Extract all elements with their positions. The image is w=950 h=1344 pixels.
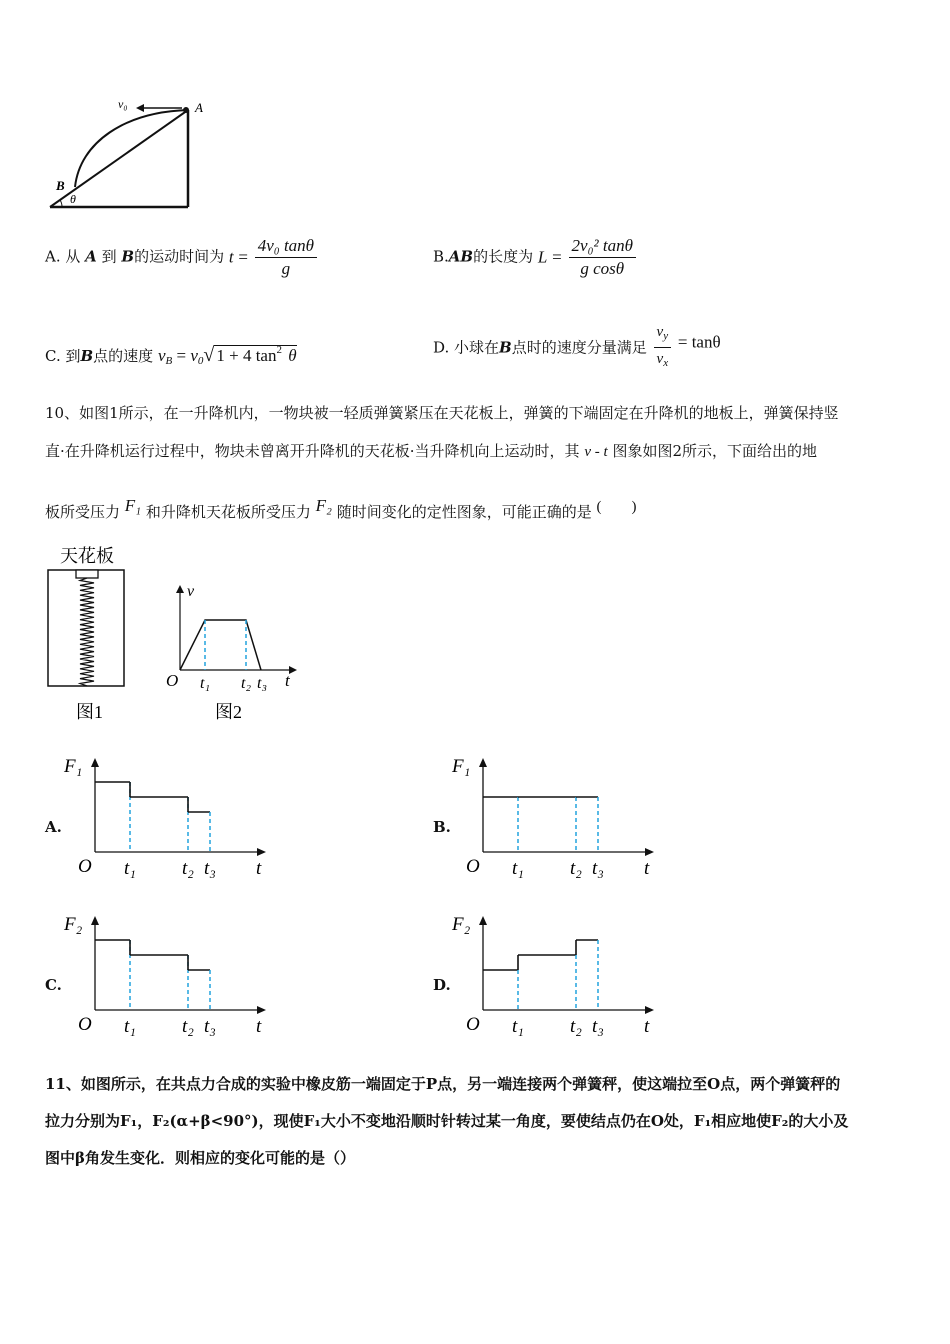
incline-figure (40, 92, 220, 217)
option-c-label: C. (45, 976, 62, 994)
option-d-point-b: B (499, 338, 512, 357)
fig2-t2-label: t₂ (241, 675, 252, 692)
x-axis-arrow (645, 848, 654, 856)
q10-f2: F₂ (315, 496, 332, 515)
option-b-suffix: 的长度为 (473, 247, 534, 266)
t2-label: t₂ (182, 858, 194, 879)
fig2-v-label: v (187, 583, 195, 600)
option-a-eq: = (238, 247, 248, 267)
q10-vt: v - t (584, 444, 608, 460)
y-axis-arrow (479, 916, 487, 925)
q10-line3-a: 板所受压力 (45, 503, 121, 521)
origin-label: O (466, 856, 480, 877)
ceiling-label: 天花板 (60, 546, 114, 566)
option-b-graph (448, 750, 678, 885)
option-b-fraction (569, 236, 636, 279)
option-a-denominator: g (281, 259, 291, 278)
t1-label: t₁ (124, 1016, 136, 1037)
fig2-o-label: O (166, 671, 179, 690)
origin-label: O (78, 1014, 92, 1035)
q10-line3-b: 和升降机天花板所受压力 (145, 503, 311, 521)
origin-label: O (78, 856, 92, 877)
q10-line3 (45, 496, 637, 522)
q9-option-c (45, 340, 297, 371)
option-a-fraction (255, 236, 317, 279)
y-axis-label: F₁ (64, 756, 83, 777)
figure-1 (40, 542, 140, 727)
q10-line2-a: 直·在升降机运行过程中，物块未曾离开升降机的天花板·当升降机向上运动时，其 (45, 442, 580, 460)
fig2-t1-label: t₁ (200, 675, 211, 692)
q10-f1: F₁ (124, 496, 142, 515)
q9-option-b (433, 236, 638, 279)
option-b-numerator: 2v₀² tanθ (569, 236, 636, 258)
option-a-prefix: A. 从 (45, 247, 81, 266)
option-a-point-a: A (85, 247, 97, 266)
option-d-label: D. (433, 976, 451, 994)
point-b-label: B (56, 178, 65, 193)
point-a-label: A (195, 100, 203, 115)
fig2-t-label: t (285, 671, 290, 690)
t-label: t (256, 858, 262, 879)
option-b-label: B. (433, 818, 451, 836)
t2-label: t₂ (570, 1016, 582, 1037)
fig2-t3-label: t₃ (257, 675, 268, 692)
option-d-graph (448, 908, 678, 1043)
option-c-prefix: C. 到 (45, 347, 81, 365)
q9-option-d (433, 322, 721, 373)
q10-line2 (45, 441, 817, 462)
q9-option-a (45, 236, 319, 279)
q11-line3: 图中β角发生变化．则相应的变化可能的是（） (45, 1149, 355, 1167)
y-axis-label: F₂ (64, 914, 83, 935)
option-a-numerator: 4v₀ tanθ (255, 236, 317, 258)
y-axis-arrow (91, 758, 99, 767)
q11-line2: 拉力分别为F₁，F₂(α+β<90°)，现使F₁大小不变地沿顺时针转过某一角度，要使结点仍在O处，F₁相应地使F₂的大小及 (45, 1112, 849, 1130)
option-b-prefix: B. (433, 247, 449, 266)
option-d-rhs: = tanθ (677, 332, 721, 352)
y-axis-arrow (479, 758, 487, 767)
option-a-graph (60, 750, 290, 885)
option-d-suffix: 点时的速度分量满足 (511, 338, 647, 357)
y-axis-arrow (91, 916, 99, 925)
option-a-suffix: 的运动时间为 (134, 247, 225, 266)
q10-answer-paren: ( ) (596, 499, 637, 515)
option-b-eq: = (552, 247, 562, 267)
t1-label: t₁ (124, 858, 136, 879)
figure-2 (160, 580, 305, 727)
t3-label: t₃ (204, 858, 216, 879)
option-d-fraction (654, 322, 672, 373)
v0-label: v₀ (118, 97, 128, 111)
theta-label: θ (70, 192, 76, 206)
t2-label: t₂ (182, 1016, 194, 1037)
option-c-point-b: B (80, 347, 94, 365)
option-c-graph (60, 908, 290, 1043)
y-axis-label: F₂ (452, 914, 471, 935)
option-d-numerator: $v_y$ (654, 322, 672, 348)
option-d-denominator: $v_x$ (656, 351, 669, 369)
t-label: t (644, 1016, 650, 1037)
q11-line1: 11、如图所示，在共点力合成的实验中橡皮筋一端固定于P点，另一端连接两个弹簧秤，使这端拉至O点，两个弹簧秤的 (45, 1075, 841, 1093)
t3-label: t₃ (204, 1016, 216, 1037)
x-axis-arrow (257, 848, 266, 856)
option-b-var: L (537, 247, 548, 267)
option-b-ab: AB (448, 247, 474, 266)
t1-label: t₁ (512, 858, 524, 879)
option-a-point-b: B (121, 247, 135, 266)
t3-label: t₃ (592, 858, 604, 879)
option-d-prefix: D. 小球在 (433, 338, 500, 357)
figure-1-caption: 图1 (76, 702, 103, 722)
option-a-var: t (228, 247, 234, 267)
q10-line3-c: 随时间变化的定性图象，可能正确的是 (336, 503, 592, 521)
figure-2-caption: 图2 (215, 702, 242, 722)
q10-line1: 10、如图1所示，在一升降机内，一物块被一轻质弹簧紧压在天花板上，弹簧的下端固定在升降机的地板上，弹簧保持竖 (45, 404, 839, 422)
option-a-label: A. (45, 818, 62, 836)
t-label: t (644, 858, 650, 879)
option-b-denominator: g cosθ (580, 259, 625, 278)
option-c-formula: $v_B = v_0√$ 1 + 4 $\tan^2 \theta$ (157, 344, 297, 367)
x-axis-arrow (645, 1006, 654, 1014)
option-c-suffix: 点的速度 (93, 347, 154, 365)
t1-label: t₁ (512, 1016, 524, 1037)
x-axis-arrow (257, 1006, 266, 1014)
t2-label: t₂ (570, 858, 582, 879)
option-a-mid: 到 (101, 247, 117, 266)
q10-line2-b: 图象如图2所示，下面给出的地 (612, 442, 817, 460)
t-label: t (256, 1016, 262, 1037)
y-axis-label: F₁ (452, 756, 471, 777)
origin-label: O (466, 1014, 480, 1035)
t3-label: t₃ (592, 1016, 604, 1037)
